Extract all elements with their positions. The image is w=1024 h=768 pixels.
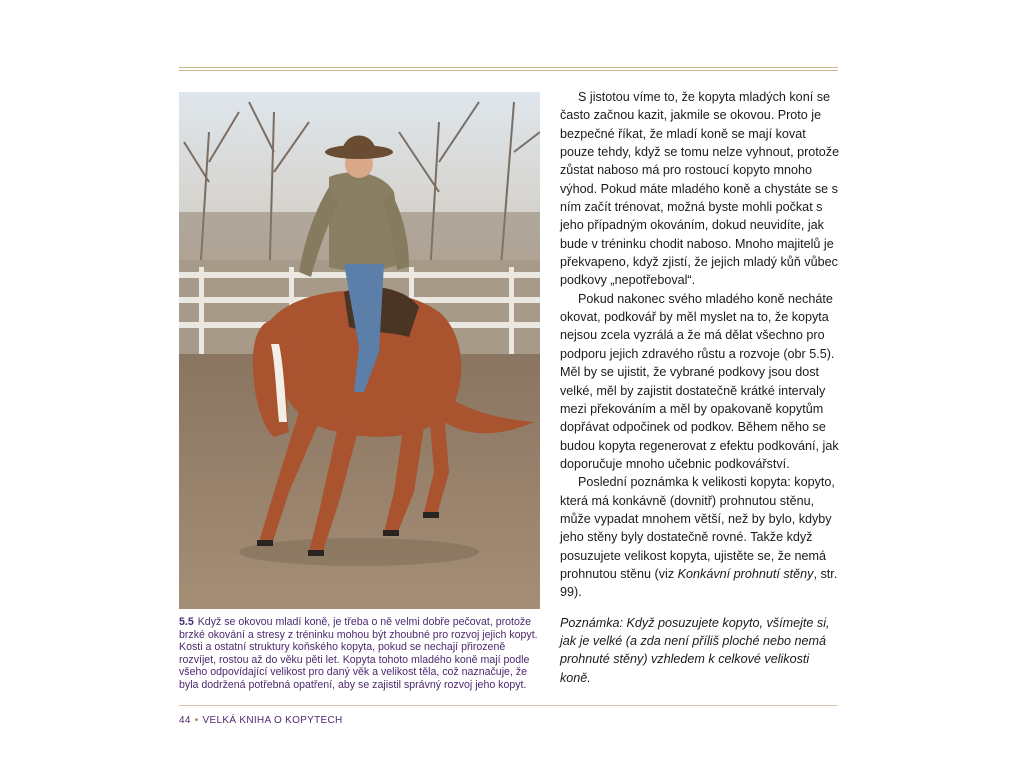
paragraph-3-start: Poslední poznámka k velikosti kopyta: kopyto, která má konkávně (dovnitř) prohnutou stěnu, může vypadat mnohem větší, než by bylo, kdyby jeho stěny byly dostatečně rovné. Takže když posuzujete velikost kopyta, ujistěte se, že nemá prohnutou stěnu (viz [560, 475, 835, 581]
footer-separator: • [194, 715, 199, 726]
cross-reference: Konkávní prohnutí stěny [677, 566, 814, 581]
body-text-column [560, 88, 840, 687]
header-double-rule [179, 67, 838, 73]
page-footer [179, 715, 343, 726]
paragraph-2: Pokud nakonec svého mladého koně necháte okovat, podkovář by měl myslet na to, že kopyta nejsou zcela vyzrálá a že má dělat všechno pro podporu jejich zdravého růstu a rozvoje (obr 5.5). Měl by se ujistit, že vybrané podkovy jsou dost velké, měl by zajistit dostatečně krátké intervaly mezi překováním a měl by opakovaně kopytům dopřávat odpočinek od podkov. Během něho se budou kopyta regenerovat z efektu podkování, jak doporučuje mnoho učebnic podkovářství. [560, 291, 839, 471]
book-title: VELKÁ KNIHA O KOPYTECH [202, 715, 343, 726]
caption-text: Když se okovou mladí koně, je třeba o ně velmi dobře pečovat, protože brzké okování a stresy z tréninku mohou být zhoubné pro rozvoj jejich kopyt. Kosti a ostatní struktury koňského kopyta, pokud se nechají přirozeně rozvíjet, rostou až do věku pěti let. Kopyta tohoto mladého koně mají podle všeho odpovídající velikost pro daný věk a velikost těla, což naznačuje, že byla dodržená potřebná opatření, aby se zajistil správný rozvoj jeho kopyt. [179, 616, 538, 691]
paragraph-3-end: , str. 99). [560, 566, 838, 600]
figure-photo [179, 92, 540, 609]
rider-on-horse-illustration [179, 92, 540, 609]
paragraph-1: S jistotou víme to, že kopyta mladých koní se často začnou kazit, jakmile se okovou. Proto je bezpečné říkat, že mladí koně se mají kovat pouze tehdy, když se tomu nelze vyhnout, protože zůstat naboso má pro rostoucí kopyto mnoho výhod. Pokud máte mladého koně a chystáte se s ním začít trénovat, možná byste mohli počkat s jeho případným okováním, dokud neuvidíte, jak bude v tréninku chodit naboso. Mnoho majitelů je překvapeno, když zjistí, že jejich mladý kůň vůbec podkovy „nepotřeboval“. [560, 90, 840, 288]
page-number: 44 [179, 715, 191, 726]
note-paragraph: Poznámka: Když posuzujete kopyto, všímejte si, jak je velké (a zda není příliš ploché nebo nemá prohnuté stěny) vzhledem k celkové velikosti koně. [560, 615, 830, 685]
footer-rule [179, 705, 838, 706]
figure-caption [179, 616, 541, 692]
figure-number: 5.5 [179, 616, 194, 628]
paragraph-3 [560, 473, 840, 601]
